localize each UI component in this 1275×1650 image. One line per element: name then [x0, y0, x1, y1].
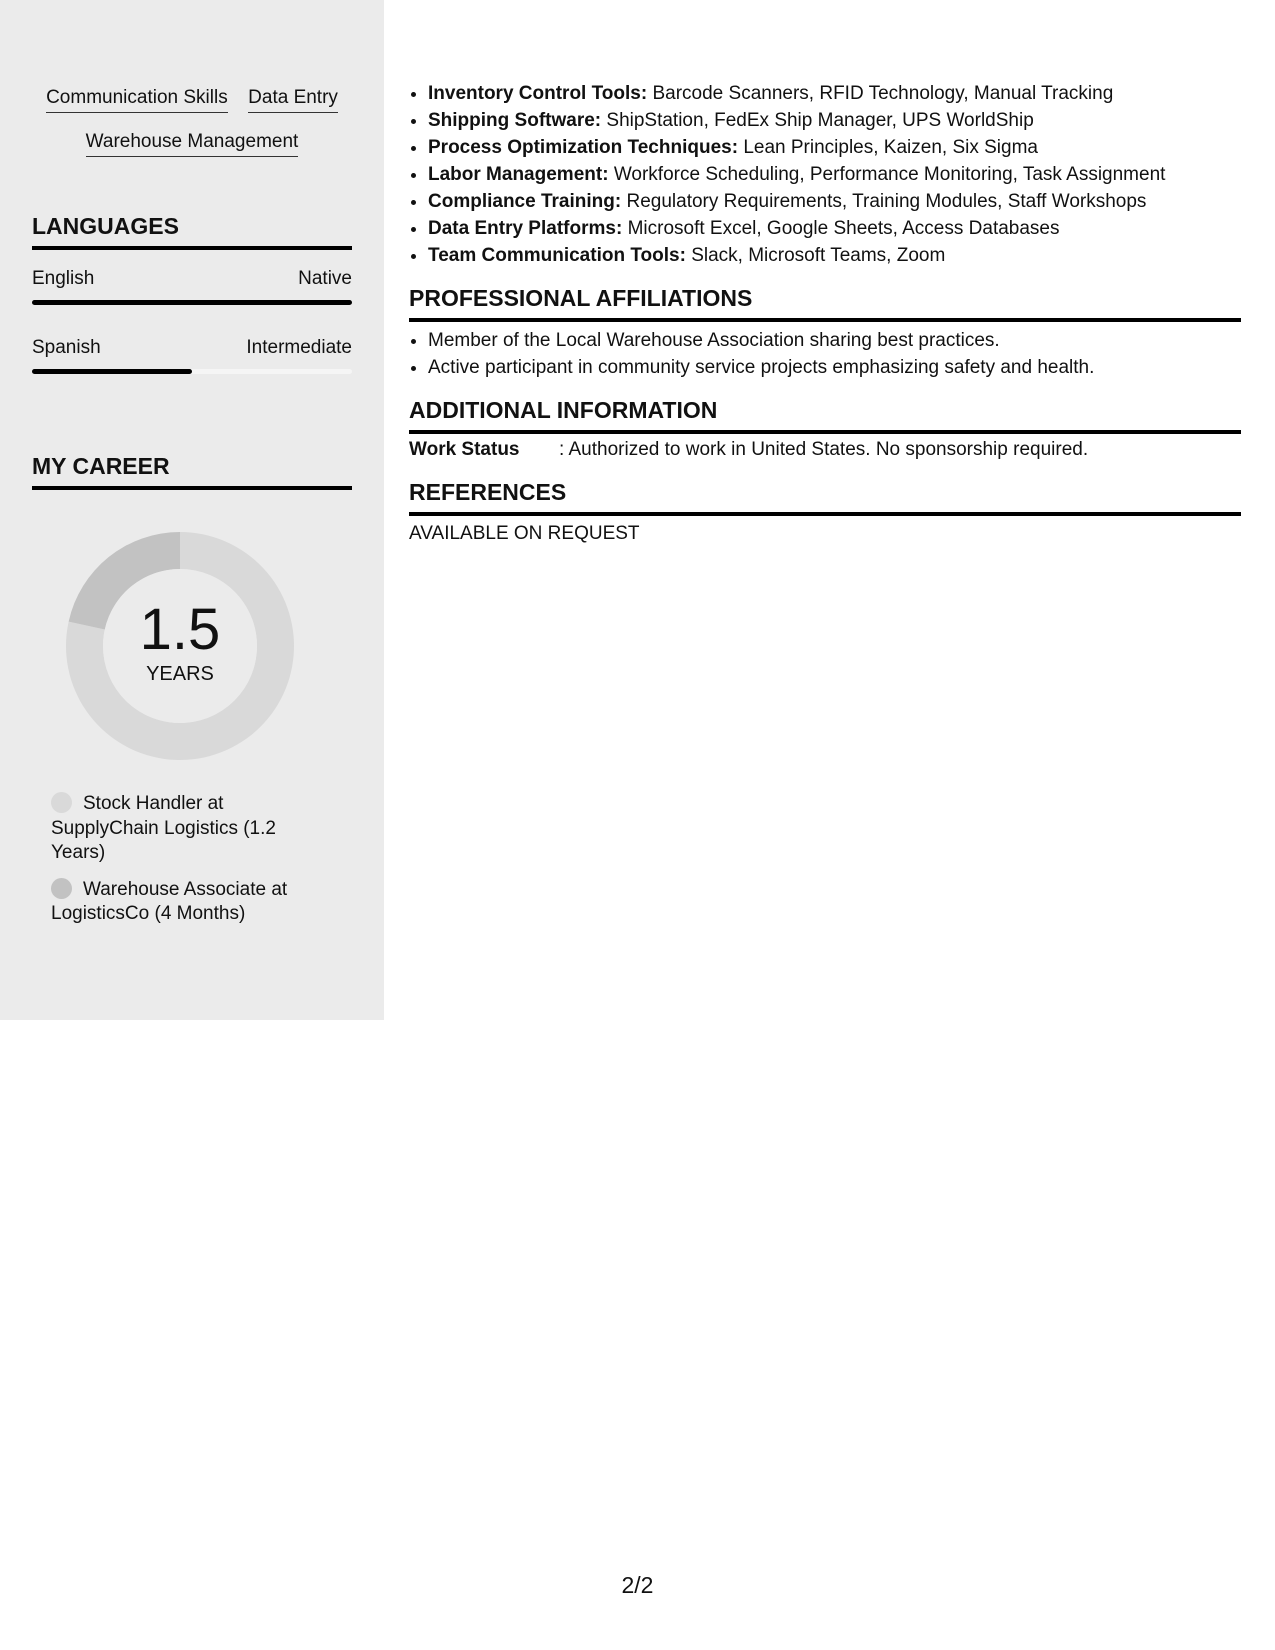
legend-dot — [51, 792, 72, 813]
legend-dot — [51, 878, 72, 899]
language-bar-spanish — [32, 369, 352, 374]
tool-value: Lean Principles, Kaizen, Six Sigma — [743, 137, 1038, 158]
tool-label: Process Optimization Techniques: — [428, 137, 739, 158]
references-heading: REFERENCES — [409, 478, 1241, 516]
language-bar-fill — [32, 300, 352, 305]
career-total-value: 1.5 — [139, 596, 221, 662]
tool-value: Slack, Microsoft Teams, Zoom — [691, 245, 946, 266]
language-row-english — [32, 268, 352, 290]
list-item — [428, 215, 1258, 242]
tool-value: Workforce Scheduling, Performance Monitoring, Task Assignment — [613, 164, 1166, 185]
list-item — [428, 134, 1258, 161]
tool-value: Regulatory Requirements, Training Modules, Staff Workshops — [626, 191, 1147, 212]
career-item — [51, 792, 301, 866]
tool-label: Shipping Software: — [428, 110, 602, 131]
list-item — [428, 161, 1258, 188]
list-item — [428, 188, 1258, 215]
tool-label: Compliance Training: — [428, 191, 622, 212]
career-item — [51, 878, 301, 927]
tool-value: ShipStation, FedEx Ship Manager, UPS WorldShip — [606, 110, 1034, 131]
list-item — [428, 80, 1258, 107]
career-legend — [51, 792, 301, 939]
work-status-label: Work Status — [409, 439, 520, 460]
skill-tag: Warehouse Management — [86, 130, 299, 157]
skill-tag: Data Entry — [248, 86, 338, 113]
career-donut-chart — [66, 532, 294, 760]
tool-value: Barcode Scanners, RFID Technology, Manual Tracking — [652, 83, 1114, 104]
tool-label: Team Communication Tools: — [428, 245, 686, 266]
list-item — [428, 242, 1258, 269]
affiliations-heading: PROFESSIONAL AFFILIATIONS — [409, 284, 1241, 322]
skills-tags — [32, 86, 352, 174]
career-total-unit: YEARS — [146, 662, 214, 685]
tool-value: Microsoft Excel, Google Sheets, Access Databases — [627, 218, 1060, 239]
language-name: Spanish — [32, 337, 101, 358]
language-level: Intermediate — [246, 337, 352, 358]
work-status-value: : Authorized to work in United States. No sponsorship required. — [559, 439, 1089, 460]
tool-label: Labor Management: — [428, 164, 609, 185]
career-item-text: Warehouse Associate at LogisticsCo (4 Months) — [51, 878, 288, 924]
tool-label: Inventory Control Tools: — [428, 83, 648, 104]
additional-info-heading: ADDITIONAL INFORMATION — [409, 396, 1241, 434]
skill-tag: Communication Skills — [46, 86, 228, 113]
list-item: • Member of the Local Warehouse Association sharing best practices. — [428, 327, 1258, 354]
language-level: Native — [298, 268, 352, 289]
languages-heading: LANGUAGES — [32, 212, 352, 250]
language-name: English — [32, 268, 95, 289]
language-bar-fill — [32, 369, 192, 374]
page-number: 2/2 — [621, 1572, 654, 1598]
career-heading: MY CAREER — [32, 452, 352, 490]
affiliations-list — [409, 327, 1258, 381]
work-status-row — [409, 438, 1088, 462]
list-item — [428, 107, 1258, 134]
references-text: AVAILABLE ON REQUEST — [409, 523, 640, 544]
tools-list — [409, 80, 1258, 269]
list-item: • Active participant in community service projects emphasizing safety and health. — [428, 354, 1258, 381]
tool-label: Data Entry Platforms: — [428, 218, 623, 239]
language-row-spanish — [32, 337, 352, 359]
career-item-text: Stock Handler at SupplyChain Logistics (1.2 Years) — [51, 793, 276, 863]
language-bar-english — [32, 300, 352, 305]
